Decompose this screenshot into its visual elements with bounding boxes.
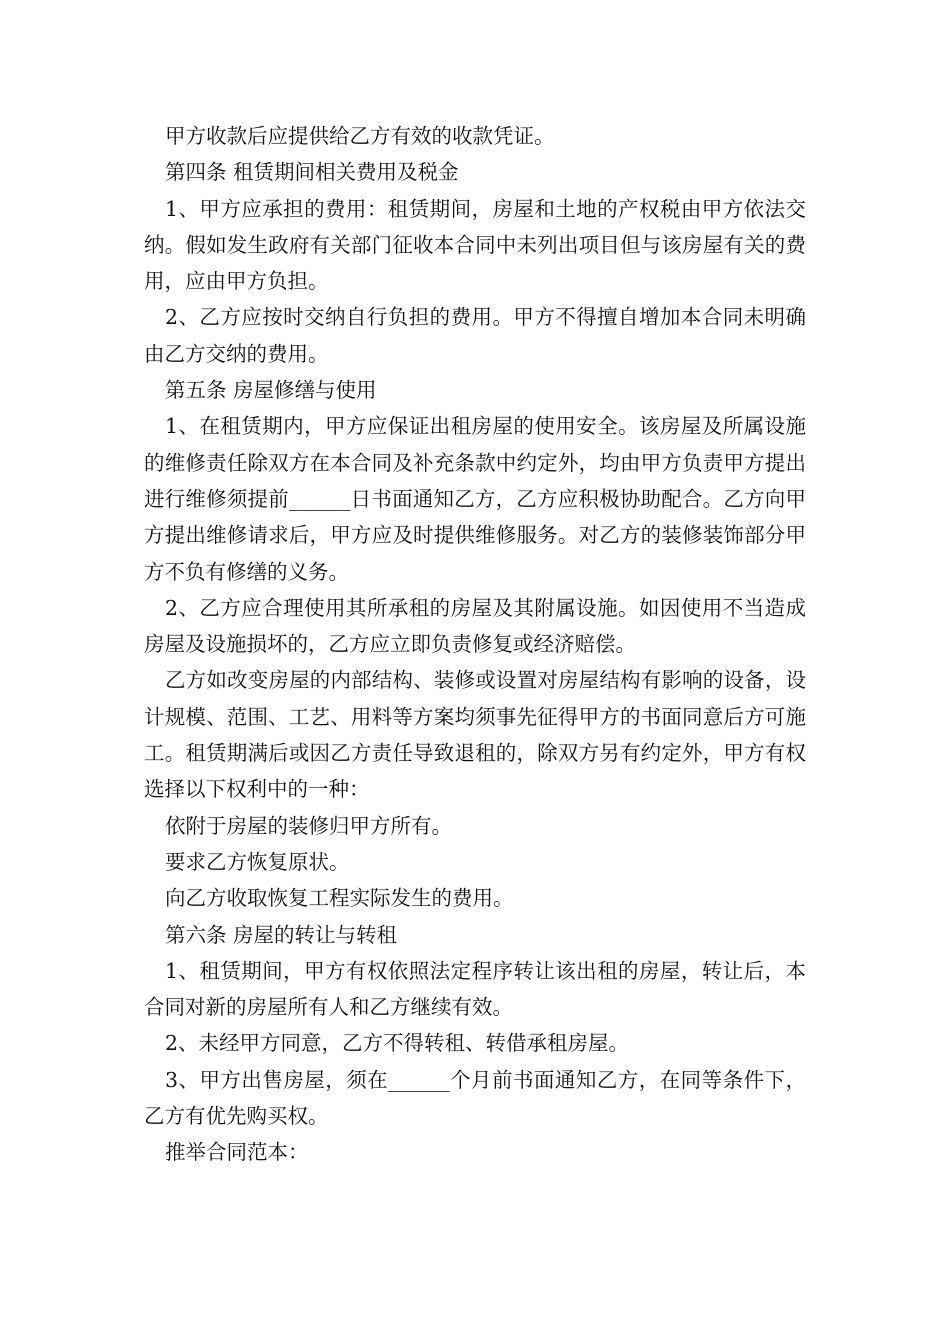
paragraph-option-3: 向乙方收取恢复工程实际发生的费用。 <box>165 886 514 911</box>
paragraph-article-5-item-1: 1、在租赁期内，甲方应保证出租房屋的使用安全。该房屋及所属设施的维修责任除双方在本合同及补充条款中约定外，均由甲方负责甲方提出进行维修须提前______日书面通知乙方，乙方应积极协助配合。乙方向甲方提出维修请求后，甲方应及时提供维修服务。对乙方的装修装饰部分甲方不负有修缮的义务。 <box>144 414 806 584</box>
paragraph-article-4-item-1: 1、甲方应承担的费用：租赁期间，房屋和土地的产权税由甲方依法交纳。假如发生政府有关部门征收本合同中未列出项目但与该房屋有关的费用，应由甲方负担。 <box>144 196 806 294</box>
paragraph-article-6-item-1: 1、租赁期间，甲方有权依照法定程序转让该出租的房屋，转让后，本合同对新的房屋所有人和乙方继续有效。 <box>144 958 806 1020</box>
paragraph-receipt: 甲方收款后应提供给乙方有效的收款凭证。 <box>165 124 555 148</box>
paragraph-article-5-structure: 乙方如改变房屋的内部结构、装修或设置对房屋结构有影响的设备，设计规模、范围、工艺、用料等方案均须事先征得甲方的书面同意后方可施工。租赁期满后或因乙方责任导致退租的，除双方另有约定外，甲方有权选择以下权利中的一种： <box>144 668 806 802</box>
paragraph-article-5-item-2: 2、乙方应合理使用其所承租的房屋及其附属设施。如因使用不当造成房屋及设施损坏的，乙方应立即负责修复或经济赔偿。 <box>144 595 806 657</box>
paragraph-article-6-item-2: 2、未经甲方同意，乙方不得转租、转借承租房屋。 <box>165 1031 630 1056</box>
paragraph-option-1: 依附于房屋的装修归甲方所有。 <box>165 813 452 838</box>
paragraph-option-2: 要求乙方恢复原状。 <box>165 849 350 874</box>
paragraph-article-6-item-3: 3、甲方出售房屋，须在______个月前书面通知乙方，在同等条件下，乙方有优先购买权。 <box>144 1067 806 1129</box>
document-body <box>144 118 806 1171</box>
heading-article-4: 第四条 租赁期间相关费用及税金 <box>165 160 459 185</box>
heading-article-5: 第五条 房屋修缮与使用 <box>165 378 377 403</box>
heading-article-6: 第六条 房屋的转让与转租 <box>165 922 398 947</box>
paragraph-recommend: 推举合同范本： <box>165 1140 309 1165</box>
paragraph-article-4-item-2: 2、乙方应按时交纳自行负担的费用。甲方不得擅自增加本合同未明确由乙方交纳的费用。 <box>144 305 806 366</box>
